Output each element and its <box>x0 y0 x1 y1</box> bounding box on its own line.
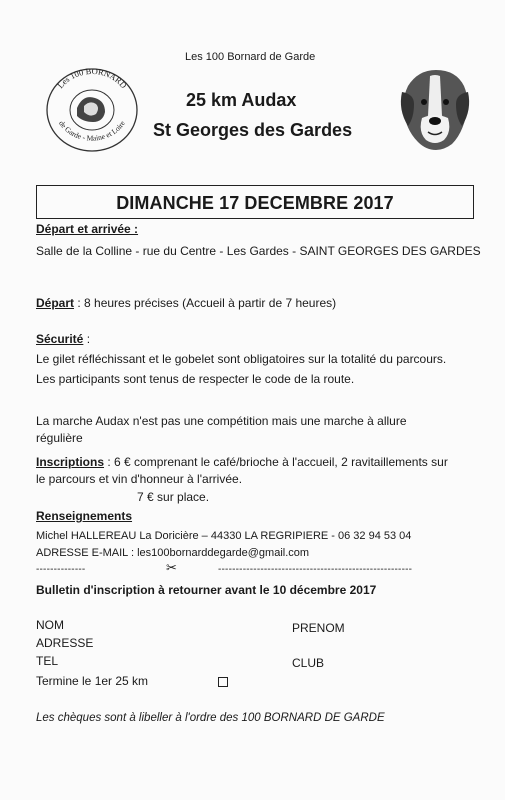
field-club: CLUB <box>292 656 325 670</box>
inscriptions-heading: Inscriptions <box>36 455 105 469</box>
contact-line: Michel HALLEREAU La Doricière – 44330 LA REGRIPIERE - 06 32 94 53 04 <box>36 530 412 542</box>
email-line: ADRESSE E-MAIL : les100bornarddegarde@gmail.com <box>36 547 310 559</box>
audax-note-line-1: La marche Audax n'est pas une compétition mais une marche à allure <box>36 414 407 428</box>
securite-line-1: Le gilet réfléchissant et le gobelet sont obligatoires sur la totalité du parcours. <box>36 352 447 366</box>
depart-arrivee-address: Salle de la Colline - rue du Centre - Les Gardes - SAINT GEORGES DES GARDES <box>36 244 481 258</box>
cut-line-right: ------------------------------------------------------- <box>218 564 413 575</box>
cheques-note: Les chèques sont à libeller à l'ordre des 100 BORNARD DE GARDE <box>36 712 385 724</box>
field-prenom: PRENOM <box>292 621 345 635</box>
securite-heading-line <box>36 332 90 346</box>
securite-heading-suffix: : <box>83 332 91 346</box>
inscriptions-line-1 <box>36 455 448 469</box>
field-termine: Termine le 1er 25 km <box>36 674 149 688</box>
inscriptions-text: : 6 € comprenant le café/brioche à l'accueil, 2 ravitaillements sur <box>104 455 448 469</box>
field-nom: NOM <box>36 618 64 632</box>
depart-arrivee-heading: Départ et arrivée : <box>36 222 139 236</box>
securite-line-2: Les participants sont tenus de respecter le code de la route. <box>36 372 355 386</box>
audax-note-line-2: régulière <box>36 431 83 445</box>
depart-line <box>36 296 336 310</box>
saint-bernard-dog-icon <box>398 66 472 152</box>
depart-text: : 8 heures précises (Accueil à partir de 7 heures) <box>74 296 337 310</box>
termine-checkbox[interactable] <box>218 677 228 687</box>
club-logo-icon <box>44 66 140 154</box>
svg-text:Les 100 BORNARD: Les 100 BORNARD <box>55 66 129 91</box>
club-name: Les 100 Bornard de Garde <box>185 51 316 63</box>
bulletin-heading: Bulletin d'inscription à retourner avant le 10 décembre 2017 <box>36 583 377 597</box>
cut-line-left: -------------- <box>36 564 86 575</box>
event-date: DIMANCHE 17 DECEMBRE 2017 <box>116 193 394 213</box>
title-line-2: St Georges des Gardes <box>153 120 353 140</box>
inscriptions-line-2: le parcours et vin d'honneur à l'arrivée. <box>36 472 243 486</box>
inscriptions-line-3: 7 € sur place. <box>137 490 210 504</box>
renseignements-heading: Renseignements <box>36 509 133 523</box>
scissors-icon: ✂ <box>166 560 177 575</box>
securite-heading: Sécurité <box>36 332 84 346</box>
field-tel: TEL <box>36 654 59 668</box>
depart-heading: Départ <box>36 296 75 310</box>
svg-text:de Garde - Maine et Loire: de Garde - Maine et Loire <box>57 119 127 143</box>
event-date-box <box>36 185 474 219</box>
title-line-1: 25 km Audax <box>186 90 297 110</box>
field-adresse: ADRESSE <box>36 636 94 650</box>
